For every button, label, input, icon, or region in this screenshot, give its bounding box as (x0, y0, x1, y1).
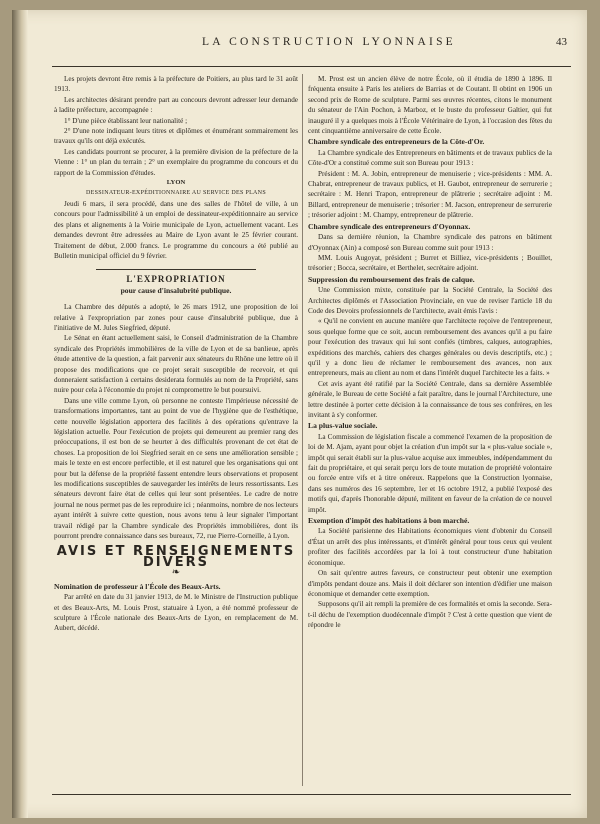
fleuron-icon: ❧ (171, 567, 181, 579)
left-column (54, 74, 298, 634)
paragraph: La Commission de législation fiscale a commencé l'examen de la proposition de loi de M. Ajam, ayant pour objet la création d'un impôt sur la « plus-value sociale », impôt qui serait établi sur la plus-value acquise aux immeubles, indépendamment du fait du propriétaire, et qui serait perçu lors de toute mutation de propriété volontaire ou forcée entre vifs et à titre onéreux. Rappelons que la Construction lyonnaise, dans ses numéros des 16 septembre, 1er et 16 octobre 1912, a publié l'exposé des motifs qui, d'après l'honorable député, militent en faveur de la création de ce nouvel impôt. (308, 432, 552, 514)
paragraph: Les architectes désirant prendre part au concours devront adresser leur demande à ladite préfecture, accompagnée : (54, 95, 298, 115)
heading-cote-dor: Chambre syndicale des entrepreneurs de la Côte-d'Or. (308, 137, 485, 147)
heading-nomination: Nomination de professeur à l'École des Beaux-Arts. (54, 581, 221, 591)
paragraph: On sait qu'entre autres faveurs, ce constructeur peut obtenir une exemption d'impôts pendant douze ans. Mais il doit déclarer son intention d'édifier une maison économique et demander cette exemption. (308, 569, 552, 598)
paragraph: La Société parisienne des Habitations économiques vient d'obtenir du Conseil d'État un arrêt des plus intéressants, et d'intérêt général pour tous ceux qui veulent profiter des facilités accordées par la loi à tout constructeur d'une habitation économique. (308, 527, 552, 567)
heading-oyonnax: Chambre syndicale des entrepreneurs d'Oyonnax. (308, 221, 471, 231)
paragraph: La Chambre des députés a adopté, le 26 mars 1912, une proposition de loi relative à l'expropriation par zones pour cause d'insalubrité publique, due à l'initiative de M. Jules Siegfried, député. (54, 303, 298, 332)
paragraph: Une Commission mixte, constituée par la Société Centrale, la Société des Architectes diplômés et l'Association Provinciale, en vue de reviser l'article 18 du Code des Devoirs professionnels de l'architecte, avait émis l'avis : (308, 286, 552, 315)
heading-plus-value: La plus-value sociale. (308, 421, 378, 431)
subheading-job: DESSINATEUR-EXPÉDITIONNAIRE AU SERVICE DES PLANS (86, 190, 266, 197)
heading-exemption: Exemption d'impôt des habitations à bon marché. (308, 516, 470, 526)
paragraph: La Chambre syndicale des Entrepreneurs en bâtiments et de travaux publics de la Côte-d'Or a constitué comme suit son Bureau pour 1913 : (308, 148, 552, 168)
paragraph: Supposons qu'il ait rempli la première de ces formalités et omis la seconde. Sera-t-il déchu de l'exemption duodécennale d'impôt ? C'est à cette question que vient de répondre le (308, 600, 552, 630)
paragraph: M. Prost est un ancien élève de notre École, où il étudia de 1890 à 1896. Il fréquenta ensuite à Paris les ateliers de Barrias et de Coutant. Il obtint en 1906 un second prix de Rome de sculpture. Parmi ses œuvres récentes, citons le monument du sénateur de l'Ain Pochon, à Marboz, et le buste du professeur Galtier, qui fut inauguré il y a quelques mois à l'École Vétérinaire de Lyon, à l'occasion des fêtes du cent cinquantième anniversaire de cette École. (308, 75, 552, 136)
section-subtitle: pour cause d'insalubrité publique. (120, 285, 232, 295)
paragraph: Les projets devront être remis à la préfecture de Poitiers, au plus tard le 31 août 1913. (54, 75, 298, 94)
subheading-lyon: LYON (166, 179, 186, 187)
right-column (308, 74, 552, 631)
paragraph: Par arrêté en date du 31 janvier 1913, de M. le Ministre de l'Instruction publique et des Beaux-Arts, M. Louis Prost, statuaire à Lyon, a été nommé professeur de sculpture à l'École nationale des Beaux-Arts de Lyon, en remplacement de M. Aubert, décédé. (54, 593, 298, 633)
page-number: 43 (556, 36, 567, 48)
heading-calque: Suppression du remboursement des frais de calque. (308, 274, 475, 284)
paragraph: Cet avis ayant été ratifié par la Société Centrale, dans sa dernière Assemblée générale, le Bureau de cette Société a fait paraître, dans le journal l'Architecture, une lettre destinée à porter cette décision à la connaissance de tous ses confrères, en les invitant à s'y conformer. (308, 379, 552, 419)
book-binding-shadow (12, 10, 28, 818)
section-divider (96, 269, 256, 270)
section-title-avis: AVIS ET RENSEIGNEMENTS DIVERS (56, 544, 296, 570)
page-header (52, 36, 571, 56)
section-title-expropriation: L'EXPROPRIATION (126, 274, 226, 285)
paragraph: Le Sénat en étant actuellement saisi, le Conseil d'administration de la Chambre syndicale des Propriétés immobilières de la ville de Lyon et de sa banlieue, après étude attentive de la question, a fait parvenir aux sénateurs du Rhône une lettre où il propose des modifications que ce projet serait susceptible de recevoir, et qui donneraient satisfaction à certains desiderata formulés au nom de la Propriété, sans nuire pour cela à l'économie du projet ni compromettre le but poursuivi. (54, 334, 298, 395)
paragraph: 2° D'une note indiquant leurs titres et diplômes et énumérant sommairement les travaux qu'ils ont déjà exécutés. (54, 127, 298, 146)
running-title: LA CONSTRUCTION LYONNAISE (202, 36, 456, 48)
column-divider (302, 74, 303, 786)
header-rule (52, 66, 571, 67)
paragraph: MM. Louis Augoyat, président ; Burret et Billiez, vice-présidents ; Bouillet, trésorier ; Bocca, secrétaire, et Berthelet, secrétaire adjoint. (308, 253, 552, 273)
paragraph: 1° D'une pièce établissant leur nationalité ; (64, 116, 188, 125)
page (12, 10, 587, 818)
paragraph: Dans sa dernière réunion, la Chambre syndicale des patrons en bâtiment d'Oyonnax (Ain) a composé son Bureau comme suit pour 1913 : (308, 233, 552, 252)
paragraph: Les candidats pourront se procurer, à la première division de la préfecture de la Vienne : 1° un plan du terrain ; 2° un exemplaire du programme du concours et du rapport de la Commission d'études. (54, 147, 298, 177)
paragraph: Dans une ville comme Lyon, où personne ne conteste l'impérieuse nécessité de transformations importantes, tant au point de vue de l'hygiène que de l'esthétique, cette nouvelle législation apportera des facilités à des opérations qu'entrave la législation actuelle. Pour l'exécution de projets qui demeurent au premier rang des préoccupations, il est bon de se heurter à des difficultés provenant de cet état de choses. La proposition de loi Siegfried serait en ce sens une amélioration sensible ; mais le texte en est encore perfectible, et il est naturel que les organisations qui ont pour but la défense de la propriété fassent entendre leurs observations et proposent les modifications susceptibles de sauvegarder les intérêts de leurs ressortissants. Les sénateurs devront faire état de celles qui leur sont présentées. Le cadre de notre journal ne nous permet pas de les reproduire ici ; néanmoins, nombre de nos lecteurs ayant intérêt à suivre cette question, nous avons tenu à leur signaler l'important travail rédigé par la Chambre syndicale des Propriétés immobilières, dont ils pourront prendre connaissance dans ses bureaux, 72, rue Pierre-Corneille, à Lyon. (54, 396, 298, 541)
paragraph: Jeudi 6 mars, il sera procédé, dans une des salles de l'hôtel de ville, à un concours pour l'admissibilité à un emploi de dessinateur-expéditionnaire au service des plans et alignements à la Voirie municipale de Lyon, actuellement vacant. Les demandes devront être adressées au Maire de Lyon avant le 25 février courant. Traitement de début, 2.000 francs. Le programme du concours a été publié au Bulletin municipal officiel du 9 février. (54, 199, 298, 260)
paragraph: « Qu'il ne convient en aucune manière que l'architecte reçoive de l'entrepreneur, sous quelque forme que ce soit, aucun remboursement des avances qu'il a pu faire pour l'exécution des travaux qui lui sont confiés (timbres, calques, autographies, expéditions des marchés, cahiers des charges générales ou devis descriptifs, etc.) ; qu'il y a donc lieu de réclamer le remboursement des avances, non aux entrepreneurs, mais au client au nom et dans l'intérêt duquel l'architecte les a faits. » (308, 317, 552, 378)
footer-rule (52, 794, 571, 795)
paragraph: Président : M. A. Jobin, entrepreneur de menuiserie ; vice-présidents : MM. A. Chabrat, entrepreneur de travaux publics, et H. Gaubot, entrepreneur de serrurerie ; secrétaire : M. Henri Trapon, entrepreneur de plâtrerie ; secrétaire adjoint : M. Billard, entrepreneur de menuiserie ; trésorier : M. Jacson, entrepreneur de serrurerie ; trésorier adjoint : M. Champy, entrepreneur de plâtrerie. (308, 169, 552, 220)
